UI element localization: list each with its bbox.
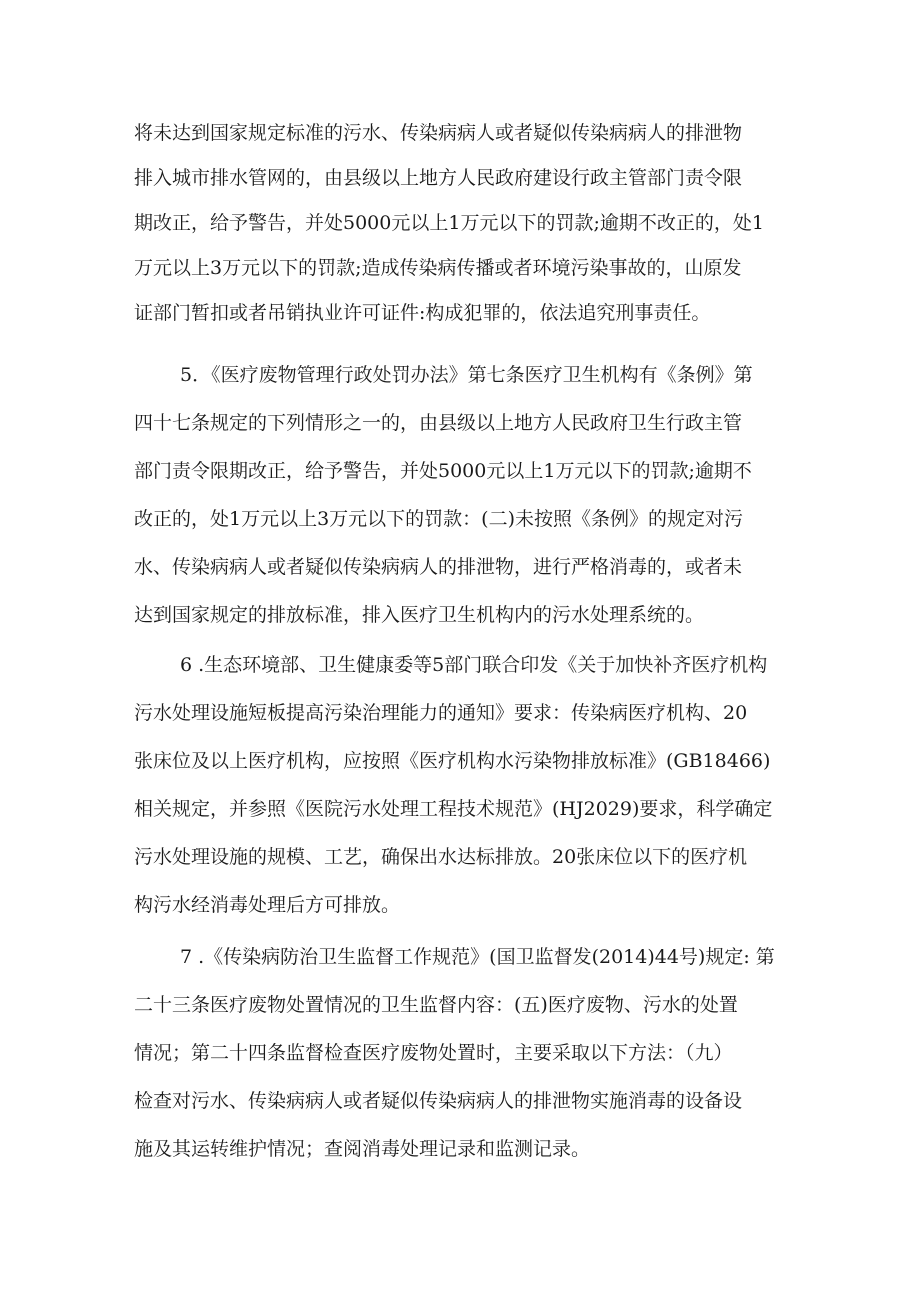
text-line: 证部门暂扣或者吊销执业许可证件:构成犯罪的，依法追究刑事责任。 (134, 302, 711, 324)
text-line: 构污水经消毒处理后方可排放。 (134, 894, 401, 916)
text-line: 水、传染病病人或者疑似传染病病人的排泄物，进行严格消毒的，或者未 (134, 556, 743, 578)
text-line: 万元以上3万元以下的罚款;造成传染病传播或者环境污染事故的，山原发 (134, 257, 742, 279)
text-line: 张床位及以上医疗机构，应按照《医疗机构水污染物排放标准》(GB18466) (134, 750, 771, 772)
text-line: 污水处理设施的规模、工艺，确保出水达标排放。20张床位以下的医疗机 (134, 846, 748, 868)
text-line: 改正的，处1万元以上3万元以下的罚款：(二)未按照《条例》的规定对污 (134, 508, 744, 530)
text-line: 7 .《传染病防治卫生监督工作规范》(国卫监督发(2014)44号)规定: 第 (180, 946, 775, 968)
text-line: 期改正，给予警告，并处5000元以上1万元以下的罚款;逾期不改正的，处1 (134, 212, 764, 234)
text-line: 将未达到国家规定标准的污水、传染病病人或者疑似传染病病人的排泄物 (134, 122, 743, 144)
text-line: 检查对污水、传染病病人或者疑似传染病病人的排泄物实施消毒的设备设 (134, 1090, 743, 1112)
text-line: 污水处理设施短板提高污染治理能力的通知》要求：传染病医疗机构、20 (134, 702, 748, 724)
text-line: 部门责令限期改正，给予警告，并处5000元以上1万元以下的罚款;逾期不 (134, 460, 752, 482)
text-line: 5．《医疗废物管理行政处罚办法》第七条医疗卫生机构有《条例》第 (180, 364, 753, 386)
text-line: 二十三条医疗废物处置情况的卫生监督内容：(五)医疗废物、污水的处置 (134, 994, 738, 1016)
text-line: 相关规定，并参照《医院污水处理工程技术规范》(HJ2029)要求，科学确定 (134, 798, 773, 820)
text-line: 四十七条规定的下列情形之一的，由县级以上地方人民政府卫生行政主管 (134, 412, 743, 434)
text-line: 情况；第二十四条监督检查医疗废物处置时，主要采取以下方法：（九） (134, 1042, 733, 1064)
text-line: 6 .生态环境部、卫生健康委等5部门联合印发《关于加快补齐医疗机构 (180, 654, 768, 676)
text-line: 施及其运转维护情况；查阅消毒处理记录和监测记录。 (134, 1138, 591, 1160)
text-line: 达到国家规定的排放标准，排入医疗卫生机构内的污水处理系统的。 (134, 604, 705, 626)
text-line: 排入城市排水管网的，由县级以上地方人民政府建设行政主管部门责令限 (134, 167, 743, 189)
